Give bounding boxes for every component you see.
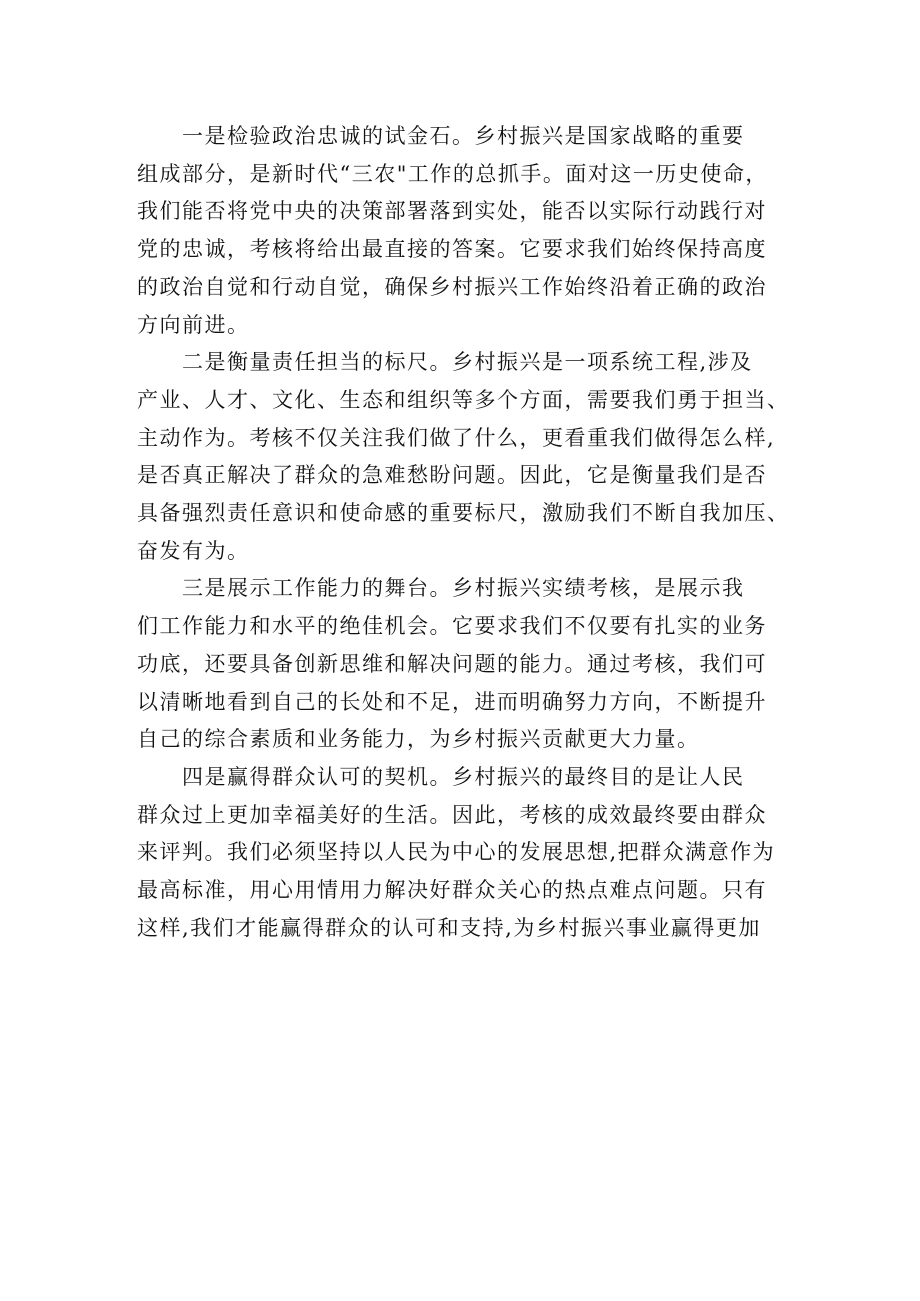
- document-body: [137, 118, 797, 947]
- text-line: 具备强烈责任意识和使命感的重要标尺，激励我们不断自我加压、: [137, 501, 790, 526]
- text-line: 功底，还要具备创新思维和解决问题的能力。通过考核，我们可: [137, 651, 767, 676]
- text-line: 们工作能力和水平的绝佳机会。它要求我们不仅要有扎实的业务: [137, 614, 767, 639]
- text-line: 自己的综合素质和业务能力，为乡村振兴贡献更大力量。: [137, 727, 700, 752]
- text-line: 以清晰地看到自己的长处和不足，进而明确努力方向，不断提升: [137, 689, 767, 714]
- text-line: 这样,我们才能赢得群众的认可和支持,为乡村振兴事业赢得更加: [137, 915, 761, 940]
- text-line: 方向前进。: [137, 312, 250, 337]
- text-line: 产业、人才、文化、生态和组织等多个方面，需要我们勇于担当、: [137, 387, 790, 412]
- text-line: 三是展示工作能力的舞台。乡村振兴实绩考核，是展示我: [137, 576, 745, 601]
- text-line: 最高标准，用心用情用力解决好群众关心的热点难点问题。只有: [137, 878, 767, 903]
- text-line: 二是衡量责任担当的标尺。乡村振兴是一项系统工程,涉及: [137, 350, 753, 375]
- paragraph-responsibility: [137, 344, 797, 570]
- text-line: 组成部分，是新时代“三农"工作的总抓手。面对这一历史使命，: [137, 161, 768, 186]
- paragraph-public-recognition: [137, 759, 797, 948]
- text-line: 主动作为。考核不仅关注我们做了什么，更看重我们做得怎么样,: [137, 425, 776, 450]
- text-line: 群众过上更加幸福美好的生活。因此，考核的成效最终要由群众: [137, 802, 767, 827]
- text-line: 四是赢得群众认可的契机。乡村振兴的最终目的是让人民: [137, 764, 745, 789]
- text-line: 是否真正解决了群众的急难愁盼问题。因此，它是衡量我们是否: [137, 463, 767, 488]
- text-line: 的政治自觉和行动自觉，确保乡村振兴工作始终沿着正确的政治: [137, 274, 767, 299]
- text-line: 我们能否将党中央的决策部署落到实处，能否以实际行动践行对: [137, 199, 767, 224]
- text-line: 来评判。我们必须坚持以人民为中心的发展思想,把群众满意作为: [137, 840, 776, 865]
- text-line: 一是检验政治忠诚的试金石。乡村振兴是国家战略的重要: [137, 124, 745, 148]
- text-line: 奋发有为。: [137, 538, 250, 563]
- paragraph-work-ability: [137, 570, 797, 759]
- paragraph-political-loyalty: [137, 118, 797, 344]
- text-line: 党的忠诚，考核将给出最直接的答案。它要求我们始终保持高度: [137, 237, 767, 262]
